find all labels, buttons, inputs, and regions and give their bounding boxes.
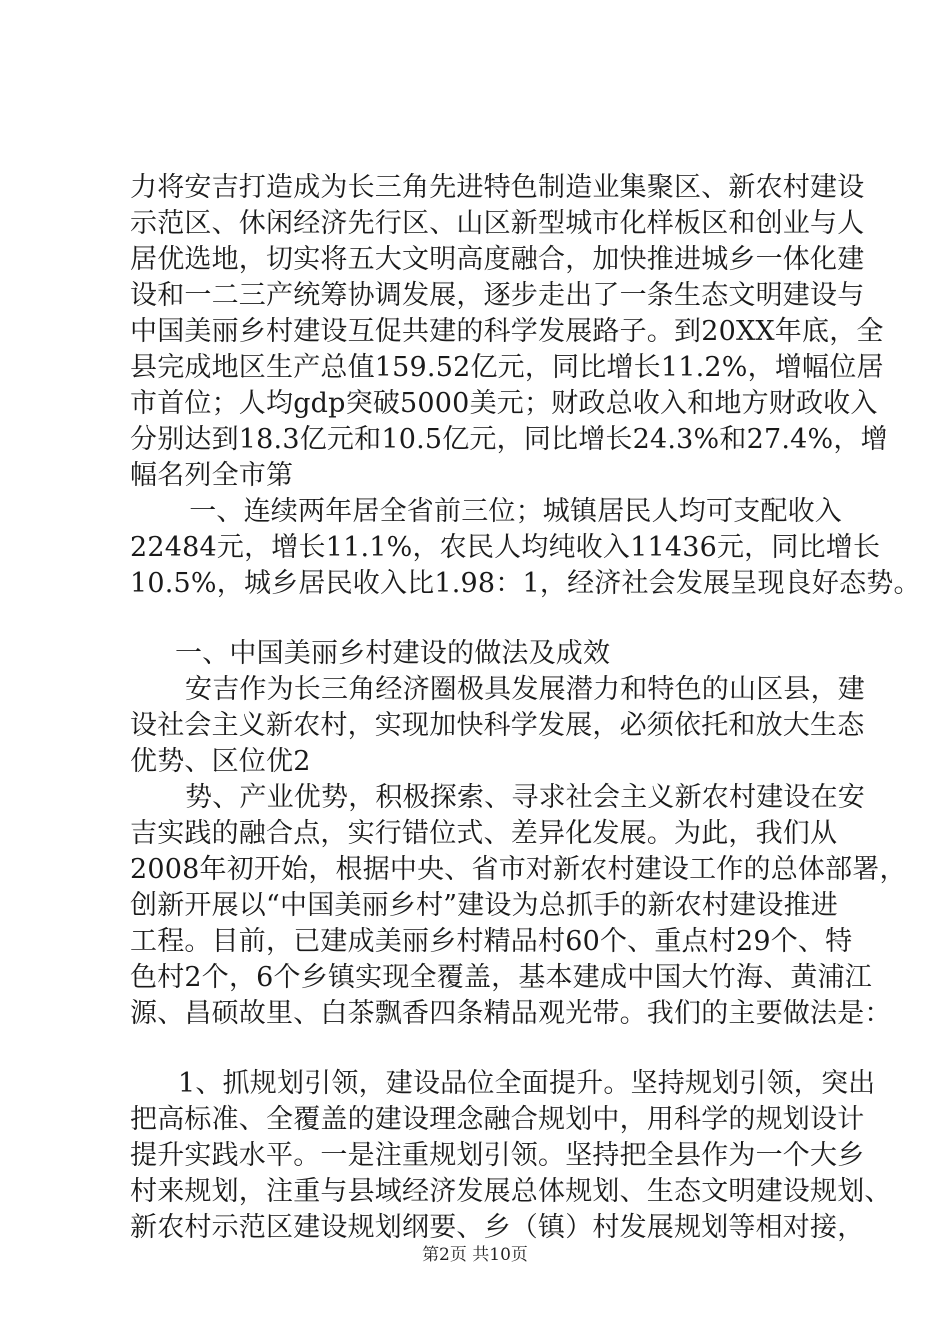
text-line: 1、抓规划引领，建设品位全面提升。坚持规划引领，突出 — [178, 1068, 876, 1099]
text-line: 22484元，增长11.1%，农民人均纯收入11436元，同比增长 — [130, 532, 881, 563]
text-line: 工程。目前，已建成美丽乡村精品村60个、重点村29个、特 — [130, 926, 853, 957]
text-line: 县完成地区生产总值159.52亿元，同比增长11.2%，增幅位居 — [130, 352, 884, 383]
text-line: 10.5%，城乡居民收入比1.98：1，经济社会发展呈现良好态势。 — [130, 568, 921, 599]
text-line: 把高标准、全覆盖的建设理念融合规划中，用科学的规划设计 — [130, 1104, 865, 1135]
text-line: 安吉作为长三角经济圈极具发展潜力和特色的山区县，建 — [185, 674, 865, 705]
text-line: 色村2个，6个乡镇实现全覆盖，基本建成中国大竹海、黄浦江 — [130, 962, 872, 993]
text-line: 分别达到18.3亿元和10.5亿元，同比增长24.3%和27.4%，增 — [130, 424, 888, 455]
text-line: 力将安吉打造成为长三角先进特色制造业集聚区、新农村建设 — [130, 172, 865, 203]
text-line: 一、连续两年居全省前三位；城镇居民人均可支配收入 — [162, 496, 842, 527]
text-line: 提升实践水平。一是注重规划引领。坚持把全县作为一个大乡 — [130, 1140, 865, 1171]
text-line: 设社会主义新农村，实现加快科学发展，必须依托和放大生态 — [130, 710, 865, 741]
text-line: 居优选地，切实将五大文明高度融合，加快推进城乡一体化建 — [130, 244, 865, 275]
text-line: 幅名列全市第 — [130, 460, 294, 491]
text-line: 设和一二三产统筹协调发展，逐步走出了一条生态文明建设与 — [130, 280, 865, 311]
text-line: 2008年初开始，根据中央、省市对新农村建设工作的总体部署， — [130, 854, 907, 885]
text-line: 创新开展以“中国美丽乡村”建设为总抓手的新农村建设推进 — [130, 890, 839, 921]
text-line: 吉实践的融合点，实行错位式、差异化发展。为此，我们从 — [130, 818, 838, 849]
text-line: 新农村示范区建设规划纲要、乡（镇）村发展规划等相对接， — [130, 1212, 865, 1243]
text-line: 势、产业优势，积极探索、寻求社会主义新农村建设在安 — [185, 782, 865, 813]
text-line: 优势、区位优2 — [130, 746, 311, 777]
text-line: 中国美丽乡村建设互促共建的科学发展路子。到20XX年底，全 — [130, 316, 884, 347]
section-heading: 一、中国美丽乡村建设的做法及成效 — [175, 638, 611, 669]
page-number-footer: 第2页 共10页 — [422, 1245, 528, 1265]
text-line: 市首位；人均gdp突破5000美元；财政总收入和地方财政收入 — [130, 388, 878, 419]
text-line: 村来规划，注重与县域经济发展总体规划、生态文明建设规划、 — [130, 1176, 892, 1207]
text-line: 示范区、休闲经济先行区、山区新型城市化样板区和创业与人 — [130, 208, 865, 239]
text-line: 源、昌硕故里、白茶飘香四条精品观光带。我们的主要做法是： — [130, 998, 892, 1029]
